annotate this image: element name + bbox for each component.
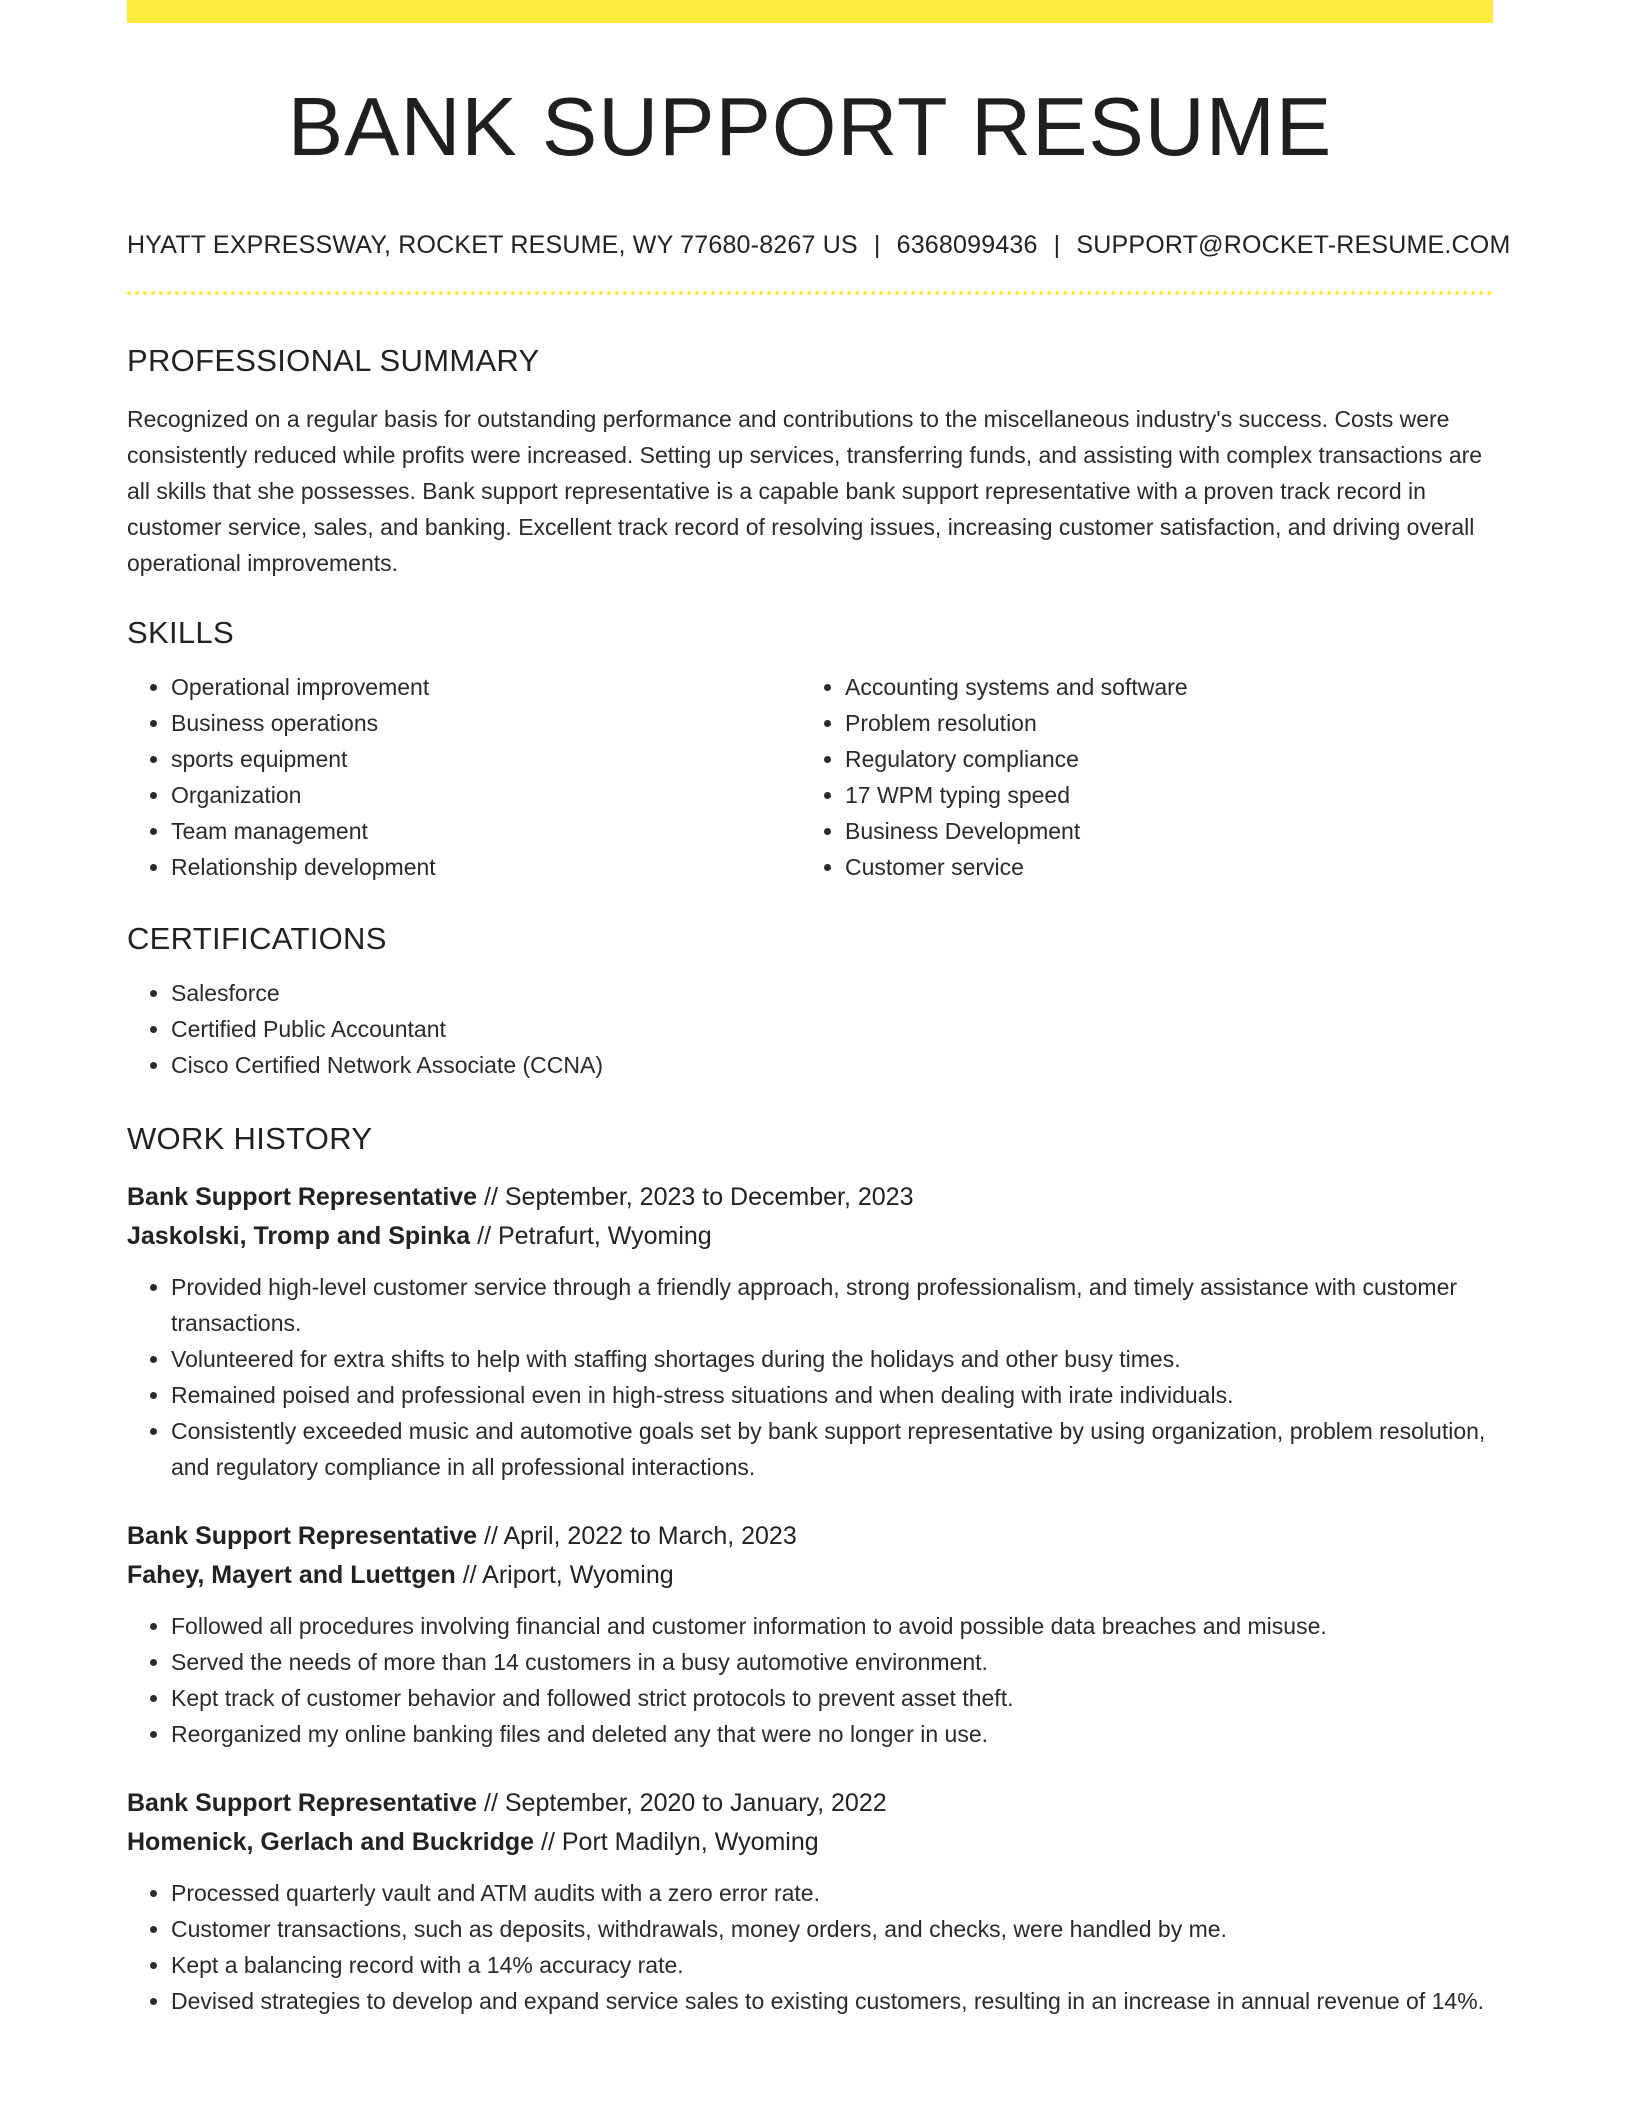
skill-item: • Customer service	[845, 849, 1475, 885]
job-dates: // September, 2023 to December, 2023	[484, 1183, 914, 1211]
job-bullet: • Kept a balancing record with a 14% accuracy rate.	[171, 1947, 1493, 1983]
skills-column-left	[127, 669, 801, 885]
contact-line	[127, 231, 1511, 260]
address-text: HYATT EXPRESSWAY, ROCKET RESUME, WY 77680-8267 US	[127, 231, 858, 259]
job-bullet: • Followed all procedures involving financial and customer information to avoid possible data breaches and misuse.	[171, 1608, 1493, 1644]
job-location: // Petrafurt, Wyoming	[477, 1222, 712, 1250]
skill-item: • Operational improvement	[171, 669, 801, 705]
certification-item: • Cisco Certified Network Associate (CCNA)	[171, 1047, 1493, 1083]
job-bullets	[127, 1875, 1493, 2019]
skill-item: • Business Development	[845, 813, 1475, 849]
job-entry	[127, 1178, 1493, 1485]
job-bullet: • Volunteered for extra shifts to help with staffing shortages during the holidays and other busy times.	[171, 1341, 1493, 1377]
job-bullet: • Remained poised and professional even in high-stress situations and when dealing with irate individuals.	[171, 1377, 1493, 1413]
job-company-line	[127, 1217, 1493, 1256]
job-company: Fahey, Mayert and Luettgen	[127, 1561, 456, 1589]
page-title: BANK SUPPORT RESUME	[287, 80, 1333, 173]
job-company: Homenick, Gerlach and Buckridge	[127, 1828, 535, 1856]
job-dates: // September, 2020 to January, 2022	[484, 1789, 887, 1817]
work-history-heading: WORK HISTORY	[127, 1121, 373, 1156]
job-title-line	[127, 1178, 1493, 1217]
skills-heading: SKILLS	[127, 615, 234, 650]
summary-heading: PROFESSIONAL SUMMARY	[127, 343, 540, 378]
resume-page	[127, 0, 1511, 2019]
job-entry	[127, 1784, 1493, 2019]
skills-column-right	[801, 669, 1475, 885]
phone-text: 6368099436	[896, 231, 1038, 259]
summary-text: Recognized on a regular basis for outstanding performance and contributions to the miscellaneous industry's success. Costs were consistently reduced while profits were increased. Setting up services, transferring funds, and assisting with complex transactions are all skills that she possesses. Bank support representative is a capable bank support representative with a proven track record in customer service, sales, and banking. Excellent track record of resolving issues, increasing customer satisfaction, and driving overall operational improvements.	[127, 406, 1483, 576]
job-bullet: • Consistently exceeded music and automotive goals set by bank support representative by using organization, problem resolution, and regulatory compliance in all professional interactions.	[171, 1413, 1493, 1485]
job-bullet: • Provided high-level customer service through a friendly approach, strong professionalism, and timely assistance with customer transactions.	[171, 1269, 1493, 1341]
email-text: SUPPORT@ROCKET-RESUME.COM	[1076, 231, 1511, 259]
skill-item: • Relationship development	[171, 849, 801, 885]
job-location: // Port Madilyn, Wyoming	[541, 1828, 819, 1856]
job-title: Bank Support Representative	[127, 1522, 478, 1550]
job-company-line	[127, 1556, 1493, 1595]
job-location: // Ariport, Wyoming	[462, 1561, 674, 1589]
skill-item: • sports equipment	[171, 741, 801, 777]
job-bullets	[127, 1269, 1493, 1485]
certification-item: • Salesforce	[171, 975, 1493, 1011]
certification-item: • Certified Public Accountant	[171, 1011, 1493, 1047]
certifications-list	[127, 975, 1493, 1083]
job-bullets	[127, 1608, 1493, 1752]
job-bullet: • Served the needs of more than 14 customers in a busy automotive environment.	[171, 1644, 1493, 1680]
job-bullet: • Reorganized my online banking files and deleted any that were no longer in use.	[171, 1716, 1493, 1752]
job-company-line	[127, 1823, 1493, 1862]
skill-item: • Organization	[171, 777, 801, 813]
job-bullet: • Devised strategies to develop and expand service sales to existing customers, resulting in an increase in annual revenue of 14%.	[171, 1983, 1493, 2019]
accent-bar	[127, 0, 1493, 23]
skill-item: • Team management	[171, 813, 801, 849]
dotted-divider	[127, 291, 1493, 295]
job-bullet: • Kept track of customer behavior and followed strict protocols to prevent asset theft.	[171, 1680, 1493, 1716]
skill-item: • Accounting systems and software	[845, 669, 1475, 705]
job-title-line	[127, 1784, 1493, 1823]
skill-item: • 17 WPM typing speed	[845, 777, 1475, 813]
job-entry	[127, 1517, 1493, 1752]
job-bullet: • Customer transactions, such as deposits, withdrawals, money orders, and checks, were handled by me.	[171, 1911, 1493, 1947]
job-title: Bank Support Representative	[127, 1789, 478, 1817]
job-title: Bank Support Representative	[127, 1183, 478, 1211]
skills-list	[127, 669, 1493, 885]
job-company: Jaskolski, Tromp and Spinka	[127, 1222, 471, 1250]
skill-item: • Business operations	[171, 705, 801, 741]
skill-item: • Regulatory compliance	[845, 741, 1475, 777]
job-dates: // April, 2022 to March, 2023	[484, 1522, 797, 1550]
skill-item: • Problem resolution	[845, 705, 1475, 741]
certifications-heading: CERTIFICATIONS	[127, 921, 387, 956]
job-title-line	[127, 1517, 1493, 1556]
job-bullet: • Processed quarterly vault and ATM audits with a zero error rate.	[171, 1875, 1493, 1911]
separator: |	[873, 231, 881, 259]
separator: |	[1053, 231, 1061, 259]
